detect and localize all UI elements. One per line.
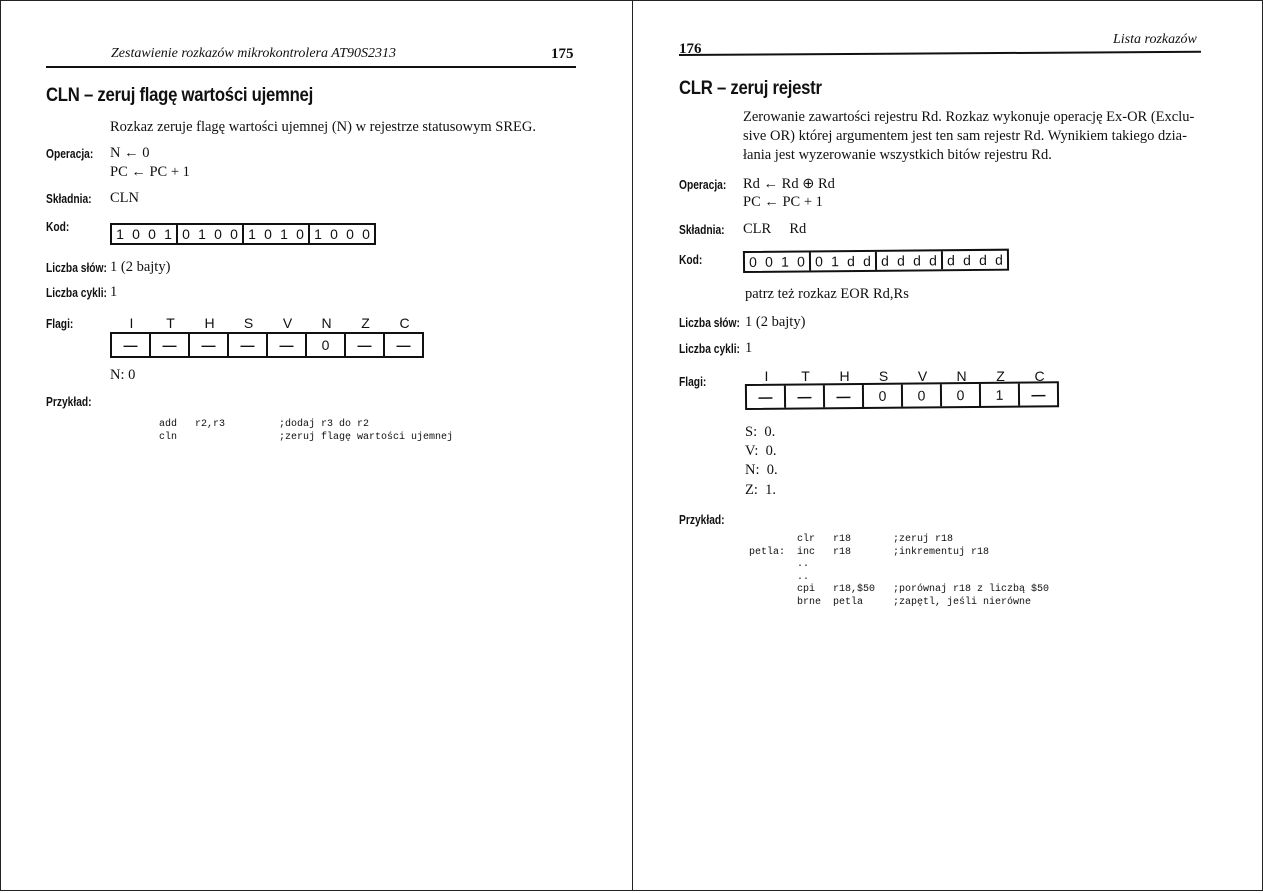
flag-name: Z — [361, 315, 370, 331]
opcode-nibble — [877, 251, 943, 270]
opcode-bit: 0 — [264, 226, 272, 242]
flag-value: — — [268, 334, 307, 356]
flag-note: N: 0 — [110, 367, 136, 383]
opcode-bit: 0 — [815, 253, 823, 270]
opcode-bit: d — [913, 252, 921, 269]
example-code: add r2,r3 ;dodaj r3 do r2 cln ;zeruj flagę wartości ujemnej — [159, 419, 454, 443]
opcode-bit: 0 — [132, 226, 140, 242]
opcode-bit: d — [947, 252, 955, 269]
example-label: Przykład: — [679, 513, 725, 527]
instruction-description: Rozkaz zeruje flagę wartości ujemnej (N) w rejestrze statusowym SREG. — [110, 119, 536, 135]
flag-name: S — [878, 368, 889, 384]
flag-name: H — [204, 315, 215, 331]
instruction-title: CLR – zeruj rejestr — [679, 78, 822, 99]
cycles-value: 1 — [745, 340, 753, 356]
opcode-bit: d — [847, 253, 855, 270]
flag-name: Z — [996, 368, 1005, 384]
flag-value: — — [112, 334, 151, 356]
flag-value: 0 — [942, 384, 981, 406]
flag-value: 0 — [864, 385, 903, 407]
opcode-bit: 0 — [346, 226, 354, 242]
opcode-bit: d — [897, 252, 905, 269]
syntax-label: Składnia: — [46, 192, 92, 206]
opcode-bit: d — [979, 251, 987, 268]
see-also-note: patrz też rozkaz EOR Rd,Rs — [745, 286, 909, 302]
cycles-value: 1 — [110, 284, 118, 300]
opcode-bit: 0 — [749, 253, 757, 270]
right-page — [632, 0, 1263, 891]
flag-value: — — [190, 334, 229, 356]
opcode-bit: 0 — [797, 253, 805, 270]
header-rule — [46, 66, 576, 68]
syntax-value: CLR Rd — [743, 221, 807, 237]
flag-note: S: 0. — [745, 424, 776, 440]
flag-value: — — [825, 385, 864, 407]
opcode-bit: 0 — [765, 253, 773, 270]
description-line: łania jest wyzerowanie wszystkich bitów rejestru Rd. — [743, 147, 1052, 163]
opcode-bit: 0 — [230, 226, 238, 242]
running-head: Zestawienie rozkazów mikrokontrolera AT90S2313 — [111, 46, 397, 61]
opcode-bit: 1 — [248, 226, 256, 242]
instruction-title: CLN – zeruj flagę wartości ujemnej — [46, 85, 313, 106]
example-label: Przykład: — [46, 395, 92, 409]
opcode-bit: 1 — [831, 253, 839, 270]
flag-value: — — [346, 334, 385, 356]
flag-name: T — [801, 368, 810, 384]
words-label: Liczba słów: — [46, 261, 107, 275]
opcode-nibble — [811, 252, 877, 271]
flag-name: I — [764, 368, 769, 384]
opcode-box — [110, 223, 376, 245]
code-label: Kod: — [679, 253, 703, 267]
opcode-bit: d — [881, 252, 889, 269]
flag-value: 0 — [307, 334, 346, 356]
flag-note: Z: 1. — [745, 482, 777, 498]
flag-value: — — [747, 386, 786, 408]
operation-label: Operacja: — [679, 178, 727, 192]
opcode-bit: d — [929, 252, 937, 269]
flag-name: N — [956, 368, 967, 384]
flags-table — [745, 381, 1059, 410]
page-number: 175 — [551, 46, 574, 62]
flag-value: — — [1031, 386, 1046, 403]
opcode-bit: 0 — [214, 226, 222, 242]
opcode-nibble — [943, 251, 1007, 270]
page-number: 176 — [679, 41, 702, 57]
words-value: 1 (2 bajty) — [110, 259, 171, 275]
opcode-bit: 1 — [164, 226, 172, 242]
opcode-bit: 1 — [280, 226, 288, 242]
flag-value: 1 — [981, 384, 1020, 406]
flag-name: C — [1034, 368, 1045, 384]
operation-line: Rd ← Rd ⊕ Rd — [743, 176, 835, 192]
flags-table — [110, 332, 424, 358]
cycles-label: Liczba cykli: — [46, 286, 107, 300]
example-code: clr r18 ;zeruj r18 petla: inc r18 ;inkrementuj r18 .. .. cpi r18,$50 ;porównaj r18 z liczbą $50 brne petla ;zapętl, jeśli nierówne — [749, 534, 1050, 608]
flag-value: — — [229, 334, 268, 356]
flags-label: Flagi: — [679, 375, 707, 389]
opcode-bit: 1 — [116, 226, 124, 242]
opcode-nibble — [310, 225, 374, 243]
code-label: Kod: — [46, 220, 70, 234]
opcode-bit: 0 — [148, 226, 156, 242]
opcode-bit: d — [995, 251, 1003, 268]
operation-line: N ← 0 — [110, 145, 150, 161]
opcode-bit: 0 — [182, 226, 190, 242]
running-head: Lista rozkazów — [1113, 32, 1197, 47]
description-line: sive OR) której argumentem jest ten sam rejestr Rd. Wynikiem takiego dzia- — [743, 128, 1187, 144]
flag-name: T — [166, 315, 175, 331]
words-value: 1 (2 bajty) — [745, 314, 806, 330]
opcode-bit: d — [863, 252, 871, 269]
flag-value: 0 — [903, 384, 942, 406]
opcode-bit: 0 — [296, 226, 304, 242]
flag-name: H — [839, 368, 850, 384]
flag-name: C — [399, 315, 410, 331]
opcode-bit: 0 — [330, 226, 338, 242]
opcode-bit: 1 — [314, 226, 322, 242]
flag-name: I — [129, 315, 134, 331]
syntax-value: CLN — [110, 190, 139, 206]
flag-name: N — [321, 315, 332, 331]
operation-line: PC ← PC + 1 — [110, 164, 190, 180]
opcode-nibble — [178, 225, 244, 243]
opcode-bit: 0 — [362, 226, 370, 242]
flags-label: Flagi: — [46, 317, 74, 331]
flag-note: V: 0. — [745, 443, 777, 459]
header-rule — [679, 51, 1201, 56]
flag-name: V — [917, 368, 928, 384]
opcode-bit: d — [963, 252, 971, 269]
opcode-nibble — [112, 225, 178, 243]
flag-names — [112, 315, 424, 331]
opcode-bit: 1 — [198, 226, 206, 242]
flag-value: — — [786, 385, 825, 407]
flag-name: S — [243, 315, 254, 331]
opcode-bit: 1 — [781, 253, 789, 270]
opcode-nibble — [244, 225, 310, 243]
description-line: Zerowanie zawartości rejestru Rd. Rozkaz wykonuje operację Ex-OR (Exclu- — [743, 109, 1195, 125]
flag-value: — — [151, 334, 190, 356]
words-label: Liczba słów: — [679, 316, 740, 330]
opcode-box — [743, 249, 1009, 273]
cycles-label: Liczba cykli: — [679, 342, 740, 356]
operation-label: Operacja: — [46, 147, 94, 161]
operation-line: PC ← PC + 1 — [743, 194, 823, 210]
syntax-label: Składnia: — [679, 223, 725, 237]
flag-note: N: 0. — [745, 462, 778, 478]
opcode-nibble — [745, 252, 811, 271]
flag-name: V — [282, 315, 293, 331]
flag-value: — — [396, 337, 411, 353]
